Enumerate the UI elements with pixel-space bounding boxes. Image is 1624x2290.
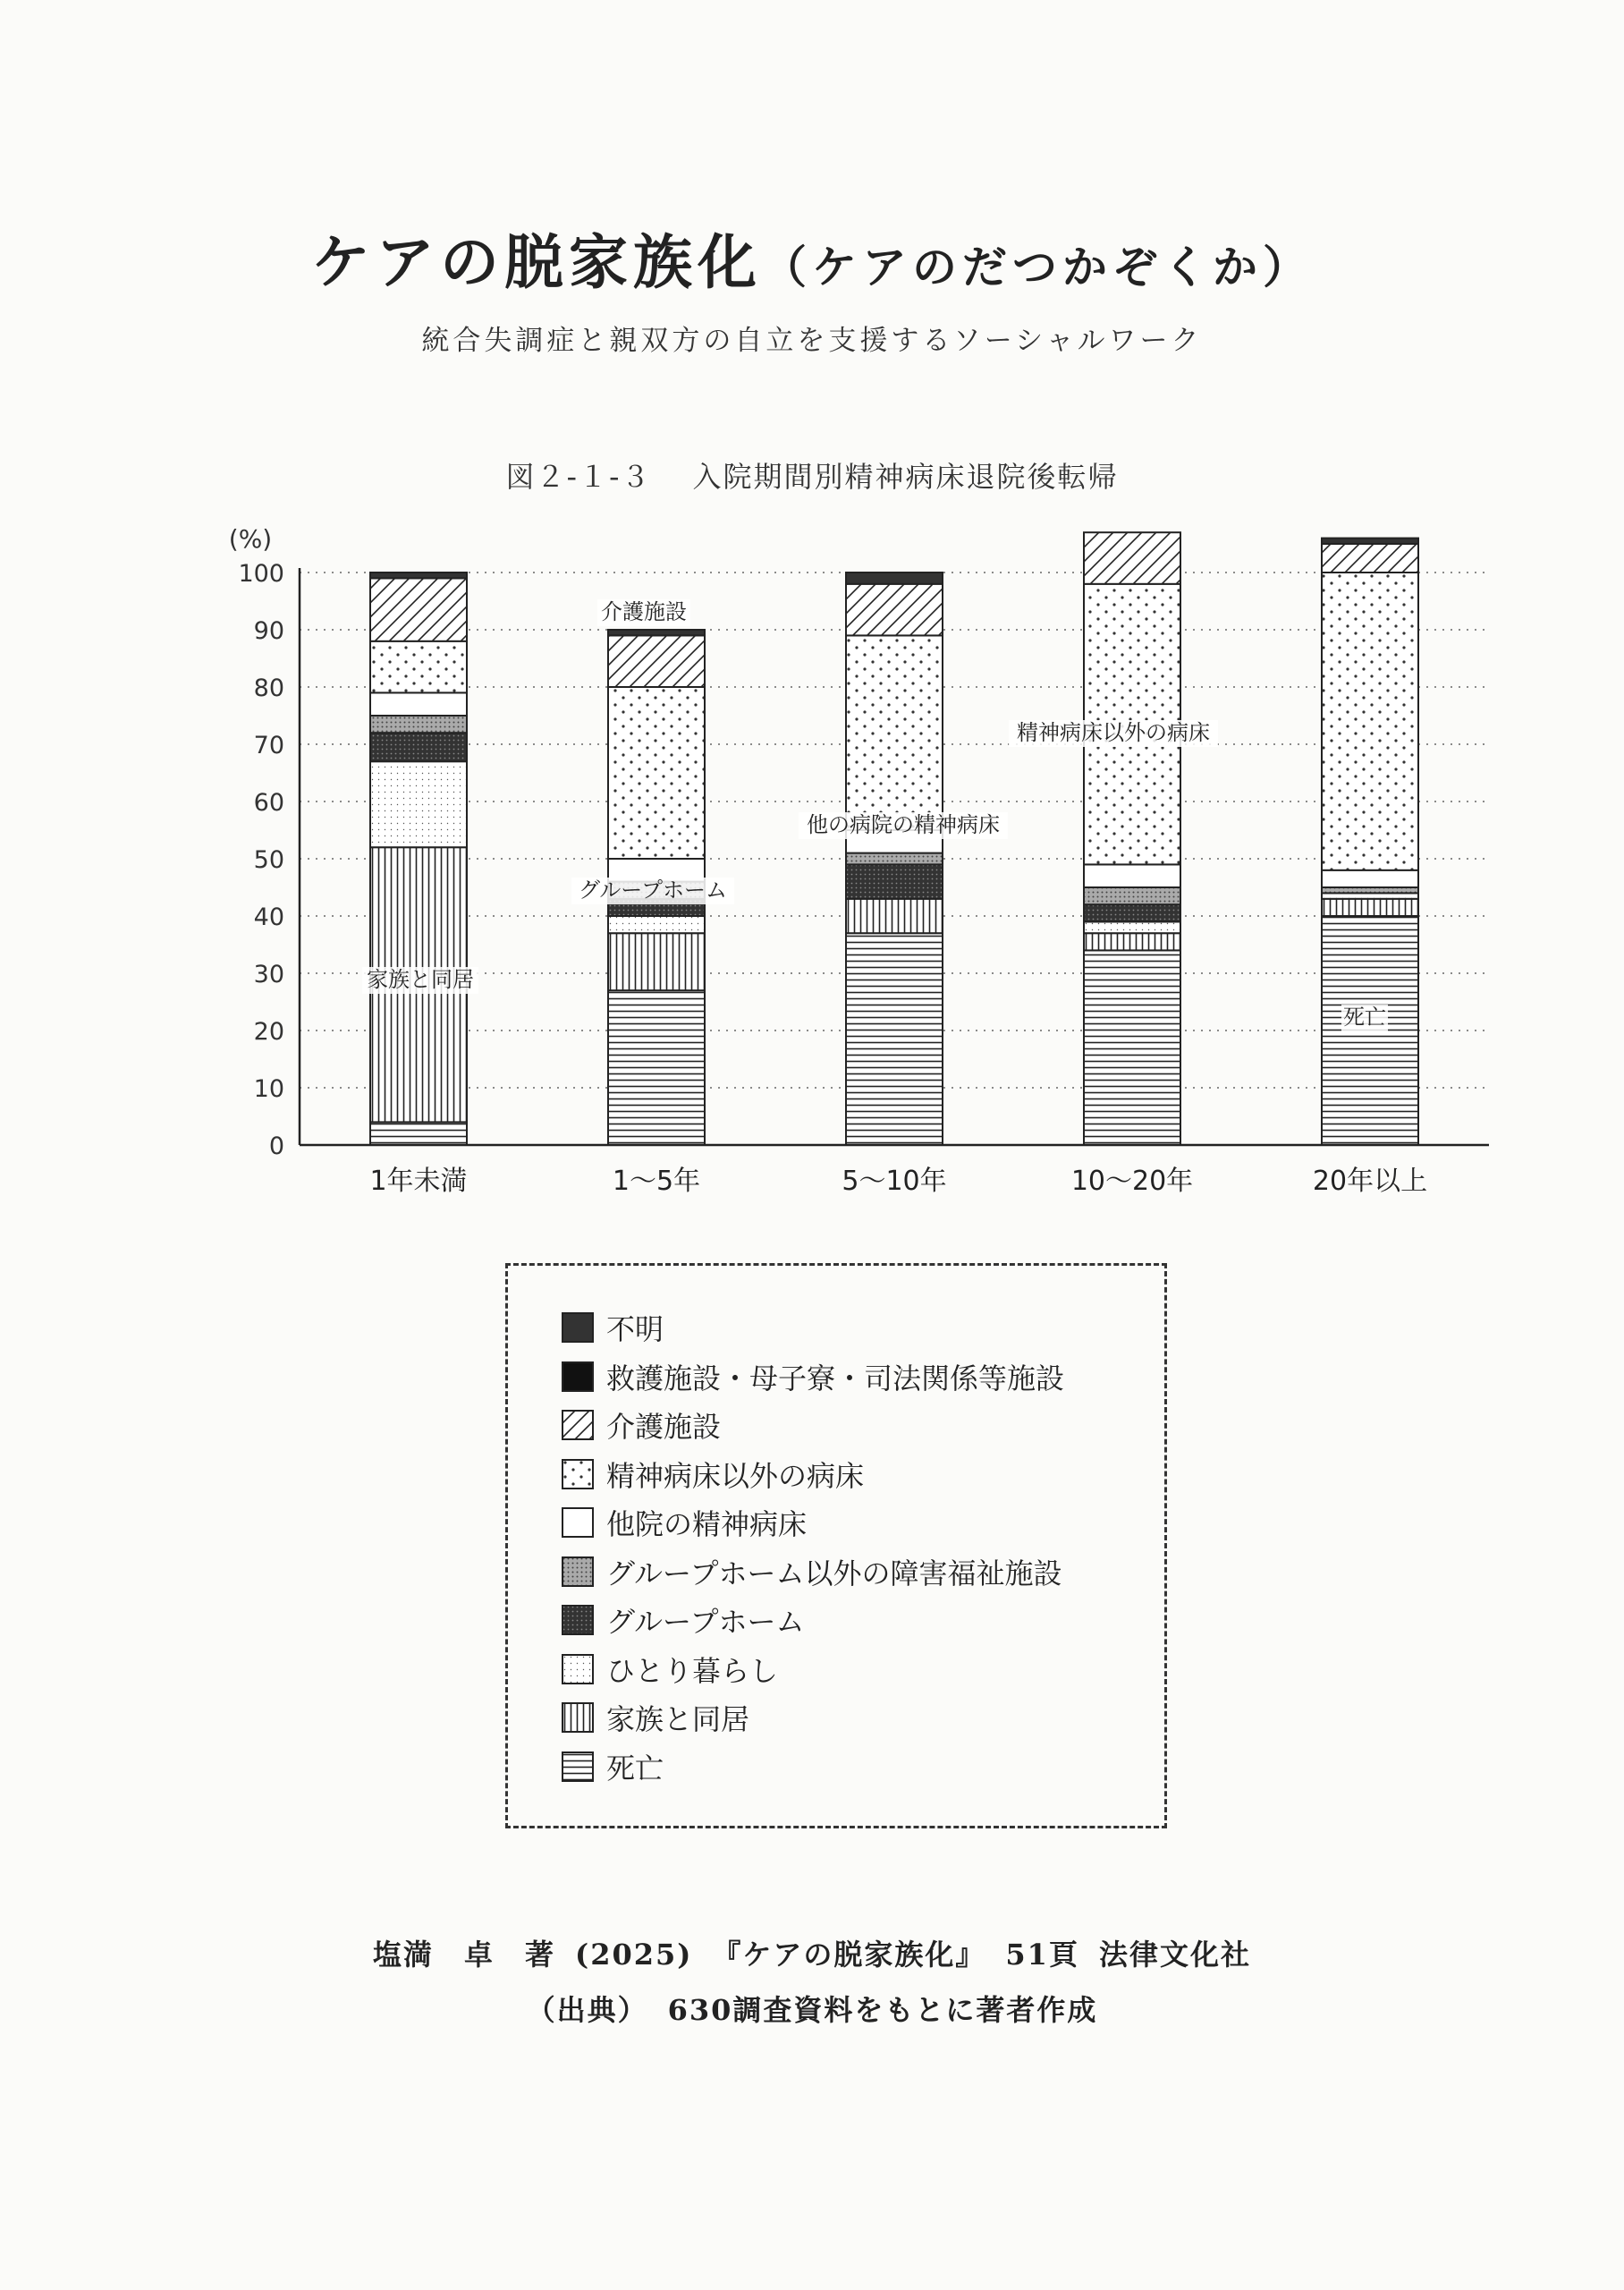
legend-item bbox=[562, 1693, 1064, 1743]
citation-publisher: 法律文化社 bbox=[1098, 1938, 1251, 1972]
bar-segment bbox=[1322, 539, 1418, 544]
chart-annotation: 精神病床以外の病床 bbox=[1017, 720, 1210, 745]
bar-segment bbox=[1084, 904, 1180, 921]
bar-segment bbox=[370, 572, 467, 578]
x-tick-label: 1年未満 bbox=[369, 1166, 468, 1197]
y-tick-label: 50 bbox=[253, 846, 284, 874]
y-tick-label: 80 bbox=[253, 674, 284, 702]
citation-line bbox=[0, 1932, 1624, 1973]
bar-segment bbox=[608, 687, 705, 859]
bar-segment bbox=[370, 641, 467, 693]
y-tick-label: 100 bbox=[238, 560, 284, 588]
y-tick-label: 40 bbox=[253, 903, 284, 931]
bar-segment bbox=[1084, 921, 1180, 933]
x-tick-label: 1～5年 bbox=[612, 1166, 701, 1197]
chart-annotation: グループホーム bbox=[578, 878, 728, 903]
y-tick-label: 20 bbox=[253, 1018, 284, 1046]
bar-segment bbox=[846, 933, 943, 1145]
title-main: ケアの脱家族化 bbox=[311, 227, 762, 297]
bar-segment bbox=[1322, 899, 1418, 916]
legend-list bbox=[562, 1303, 1064, 1791]
citation-year: (2025) bbox=[575, 1938, 693, 1972]
y-tick-label: 90 bbox=[253, 617, 284, 645]
chart-annotation: 介護施設 bbox=[601, 599, 687, 624]
bar-segment bbox=[370, 761, 467, 847]
title-reading: （ケアのだつかぞくか） bbox=[762, 241, 1313, 293]
legend-swatch bbox=[562, 1605, 594, 1635]
bar-segment bbox=[846, 899, 943, 933]
y-tick-label: 0 bbox=[268, 1132, 284, 1160]
legend-label: 死亡 bbox=[606, 1751, 664, 1785]
bar-segment bbox=[1084, 532, 1180, 584]
bar-segment bbox=[1322, 870, 1418, 887]
legend-swatch bbox=[562, 1556, 594, 1587]
figure-number: 図２-１-３ bbox=[505, 460, 652, 494]
bar-segment bbox=[846, 635, 943, 830]
legend-label: 救護施設・母子寮・司法関係等施設 bbox=[606, 1361, 1065, 1395]
y-axis bbox=[229, 524, 300, 1160]
legend-label: 不明 bbox=[606, 1312, 664, 1347]
source-text: 630調査資料をもとに著者作成 bbox=[667, 1993, 1098, 2027]
bar-segment bbox=[846, 853, 943, 865]
bar-segment bbox=[608, 990, 705, 1145]
legend-item bbox=[562, 1596, 1064, 1645]
legend-swatch bbox=[562, 1507, 594, 1538]
legend-item bbox=[562, 1353, 1064, 1402]
bar-segment bbox=[608, 635, 705, 687]
bar-segment bbox=[846, 572, 943, 584]
bar-segment bbox=[846, 584, 943, 636]
y-axis-label: (%) bbox=[228, 524, 273, 554]
bar-segment bbox=[608, 933, 705, 990]
figure-title: 入院期間別精神病床退院後転帰 bbox=[692, 460, 1119, 494]
x-axis bbox=[300, 1145, 1489, 1197]
legend-swatch bbox=[562, 1459, 594, 1489]
y-tick-label: 70 bbox=[253, 732, 284, 759]
chart-annotation: 死亡 bbox=[1343, 1005, 1386, 1030]
bar-segment bbox=[1084, 887, 1180, 904]
chart-legend bbox=[505, 1263, 1167, 1828]
legend-label: 家族と同居 bbox=[606, 1702, 750, 1737]
bar-segment bbox=[370, 1122, 467, 1145]
citation-book: 『ケアの脱家族化』 bbox=[712, 1938, 986, 1972]
bar-segment bbox=[1084, 950, 1180, 1145]
legend-label: ひとり暮らし bbox=[606, 1653, 779, 1688]
bar-segment bbox=[1322, 572, 1418, 870]
legend-swatch bbox=[562, 1702, 594, 1733]
bar-segment bbox=[370, 692, 467, 716]
chart-annotation: 家族と同居 bbox=[367, 967, 474, 992]
x-tick-label: 5～10年 bbox=[842, 1166, 947, 1197]
bar-segment bbox=[1084, 933, 1180, 950]
x-tick-label: 20年以上 bbox=[1312, 1166, 1428, 1197]
x-tick-label: 10～20年 bbox=[1070, 1166, 1194, 1197]
bar-segment bbox=[608, 630, 705, 635]
y-tick-label: 30 bbox=[253, 961, 284, 988]
bar-segment bbox=[608, 916, 705, 933]
legend-item bbox=[562, 1401, 1064, 1450]
chart-annotation: 他の病院の精神病床 bbox=[807, 812, 1000, 837]
source-line bbox=[0, 1988, 1624, 2029]
legend-item bbox=[562, 1303, 1064, 1353]
bar-segment bbox=[370, 733, 467, 761]
citation-author: 塩満 卓 著 bbox=[373, 1938, 556, 1972]
y-tick-label: 60 bbox=[253, 789, 284, 817]
legend-label: 精神病床以外の病床 bbox=[606, 1458, 865, 1493]
legend-swatch bbox=[562, 1312, 594, 1343]
legend-swatch bbox=[562, 1410, 594, 1440]
bar-segment bbox=[846, 864, 943, 898]
bar-segment bbox=[370, 578, 467, 640]
bar-segment bbox=[1322, 544, 1418, 572]
legend-label: グループホーム以外の障害福祉施設 bbox=[606, 1556, 1062, 1590]
legend-item bbox=[562, 1498, 1064, 1548]
legend-item bbox=[562, 1548, 1064, 1597]
legend-item bbox=[562, 1743, 1064, 1792]
legend-label: 他院の精神病床 bbox=[606, 1507, 808, 1542]
page-subtitle: 統合失調症と親双方の自立を支援するソーシャルワーク bbox=[421, 325, 1203, 357]
citation-page: 51頁 bbox=[1005, 1938, 1079, 1972]
legend-swatch bbox=[562, 1654, 594, 1684]
bar-segment bbox=[370, 716, 467, 733]
legend-label: グループホーム bbox=[606, 1605, 805, 1640]
legend-swatch bbox=[562, 1751, 594, 1782]
legend-item bbox=[562, 1450, 1064, 1499]
source-label: （出典） bbox=[526, 1993, 648, 2027]
y-tick-label: 10 bbox=[253, 1075, 284, 1103]
legend-swatch bbox=[562, 1361, 594, 1392]
bar-segment bbox=[1084, 864, 1180, 887]
legend-label: 介護施設 bbox=[606, 1410, 722, 1445]
legend-item bbox=[562, 1645, 1064, 1694]
